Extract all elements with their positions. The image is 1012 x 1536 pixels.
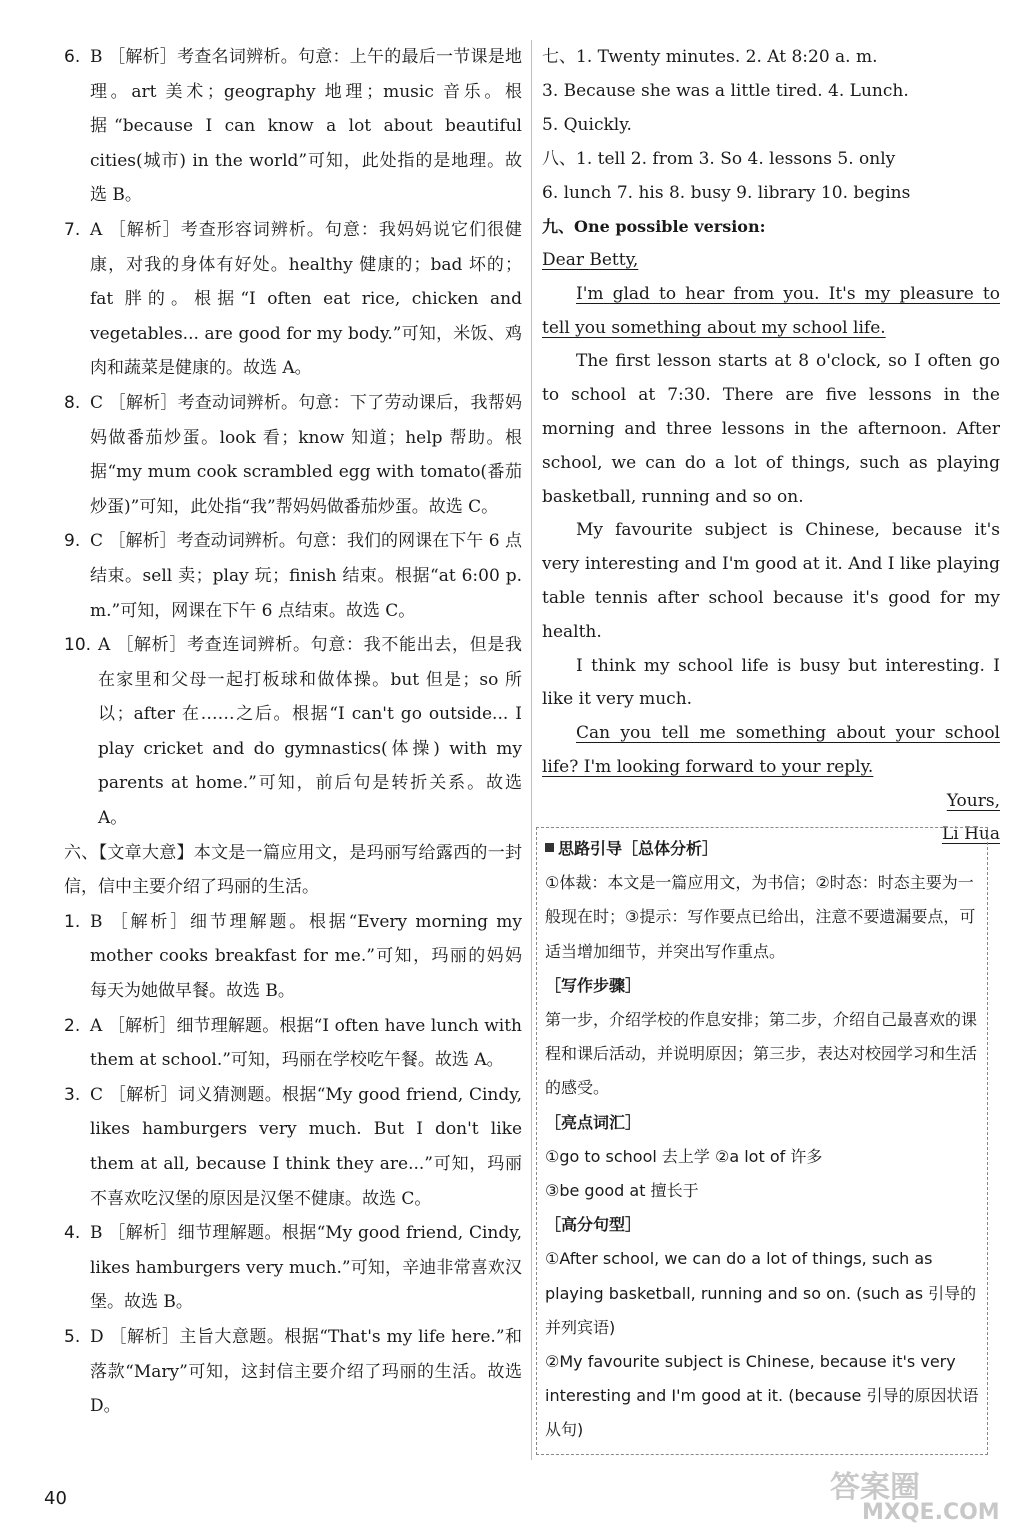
guide-vocab-1: ①go to school 去上学 ②a lot of 许多 [545, 1146, 823, 1166]
guide-analysis: ①体裁：本文是一篇应用文，为书信；②时态：时态主要为一般现在时；③提示：写作要点已给出，注意不要遗漏要点，可适当增加细节，并突出写作重点。 [545, 873, 976, 961]
letter-signature: Li Hua [941, 823, 1000, 844]
letter-paragraph-3: My favourite subject is Chinese, because it's very interesting and I'm good at it. And I like playing table tennis after school because it's good for my health. [542, 520, 1000, 642]
guide-sentence-2: ②My favourite subject is Chinese, because it's very interesting and I'm good at it. (because 引导的原因状语从句) [545, 1352, 979, 1440]
guide-vocab-label: ［亮点词汇］ [545, 1112, 642, 1132]
answer-10: 10. A ［解析］考查连词辨析。句意：我不能出去，但是我在家里和父母一起打板球和做体操。but 但是；so 所以；after 在……之后。根据“I can't go outside... I play cricket and do gymnastics(体操) with my parents at home.”可知，前后句是转折关系。故选 A。 [64, 635, 522, 829]
answer-6-3: 3. C ［解析］词义猜测题。根据“My good friend, Cindy, likes hamburgers very much. But I don't like them at all, because I think they are...”可知，玛丽不喜欢吃汉堡的原因是汉堡不健康。故选 C。 [64, 1084, 522, 1209]
letter-paragraph-4: I think my school life is busy but interesting. I like it very much. [542, 655, 1000, 710]
letter-greeting: Dear Betty, [542, 250, 639, 270]
letter-paragraph-5: Can you tell me something about your school life? I'm looking forward to your reply. [542, 723, 1000, 777]
guide-steps-label: ［写作步骤］ [545, 975, 642, 995]
guide-vocab-2: ③be good at 擅长于 [545, 1181, 699, 1201]
letter-paragraph-2: The first lesson starts at 8 o'clock, so I often go to school at 7:30. There are five lessons in the morning and three lessons in the afternoon. After school, we can do a lot of things, such as playing basketball, running and so on. [542, 351, 1000, 507]
guide-steps: 第一步，介绍学校的作息安排；第二步，介绍自己最喜欢的课程和课后活动，并说明原因；第三步，表达对校园学习和生活的感受。 [545, 1010, 978, 1098]
guide-sentence-label: ［高分句型］ [545, 1215, 642, 1235]
guide-heading: 思路引导［总体分析］ [545, 832, 979, 866]
answer-8: 8. C ［解析］考查动词辨析。句意：下了劳动课后，我帮妈妈做番茄炒蛋。look 看；know 知道；help 帮助。根据“my mum cook scrambled egg with tomato(番茄炒蛋)”可知，此处指“我”帮妈妈做番茄炒蛋。故选 C。 [64, 392, 522, 517]
column-divider [531, 40, 532, 1460]
answer-6-2: 2. A ［解析］细节理解题。根据“I often have lunch with them at school.”可知，玛丽在学校吃午餐。故选 A。 [64, 1015, 522, 1071]
answer-7: 7. A ［解析］考查形容词辨析。句意：我妈妈说它们很健康，对我的身体有好处。healthy 健康的；bad 坏的；fat 胖的。根据“I often eat rice, chicken and vegetables... are good for my body.”可知，米饭、鸡肉和蔬菜是健康的。故选 A。 [64, 219, 522, 379]
left-column [64, 40, 522, 1424]
answer-6-4: 4. B ［解析］细节理解题。根据“My good friend, Cindy, likes hamburgers very much.”可知，辛迪非常喜欢汉堡。故选 B。 [64, 1223, 522, 1313]
section9-title: 九、One possible version: [542, 217, 766, 236]
section7-line2: 3. Because she was a little tired. 4. Lunch. [542, 81, 909, 101]
section7-line1: 七、1. Twenty minutes. 2. At 8:20 a. m. [542, 47, 878, 67]
watermark-logo: 答案圈 [830, 1470, 920, 1505]
right-column [542, 40, 1000, 851]
section6-intro: 六、【文章大意】本文是一篇应用文，是玛丽写给露西的一封信，信中主要介绍了玛丽的生活。 [64, 842, 522, 898]
page-number: 40 [44, 1488, 67, 1509]
watermark-url: MXQE.COM [862, 1500, 1000, 1525]
answer-9: 9. C ［解析］考查动词辨析。句意：我们的网课在下午 6 点结束。sell 卖；play 玩；finish 结束。根据“at 6:00 p. m.”可知，网课在下午 6 点结束。故选 C。 [64, 531, 522, 621]
square-bullet-icon [545, 843, 554, 852]
letter-closing: Yours, [946, 790, 1000, 811]
guide-sentence-1: ①After school, we can do a lot of things, such as playing basketball, running and so on. (such as 引导的并列宾语) [545, 1249, 977, 1337]
section7-line3: 5. Quickly. [542, 115, 632, 135]
writing-guide-box [536, 827, 988, 1455]
answer-6-1: 1. B ［解析］细节理解题。根据“Every morning my mother cooks breakfast for me.”可知，玛丽的妈妈每天为她做早餐。故选 B。 [64, 911, 522, 1002]
section8-line2: 6. lunch 7. his 8. busy 9. library 10. begins [542, 183, 911, 203]
section8-line1: 八、1. tell 2. from 3. So 4. lessons 5. only [542, 149, 896, 169]
answer-6: 6. B ［解析］考查名词辨析。句意：上午的最后一节课是地理。art 美术；geography 地理；music 音乐。根据“because I can know a lot about beautiful cities(城市) in the world”可知，此处指的是地理。故选 B。 [64, 47, 522, 206]
answer-6-5: 5. D ［解析］主旨大意题。根据“That's my life here.”和落款“Mary”可知，这封信主要介绍了玛丽的生活。故选 D。 [64, 1326, 522, 1417]
letter-paragraph-1: I'm glad to hear from you. It's my pleasure to tell you something about my school life. [542, 283, 1000, 338]
